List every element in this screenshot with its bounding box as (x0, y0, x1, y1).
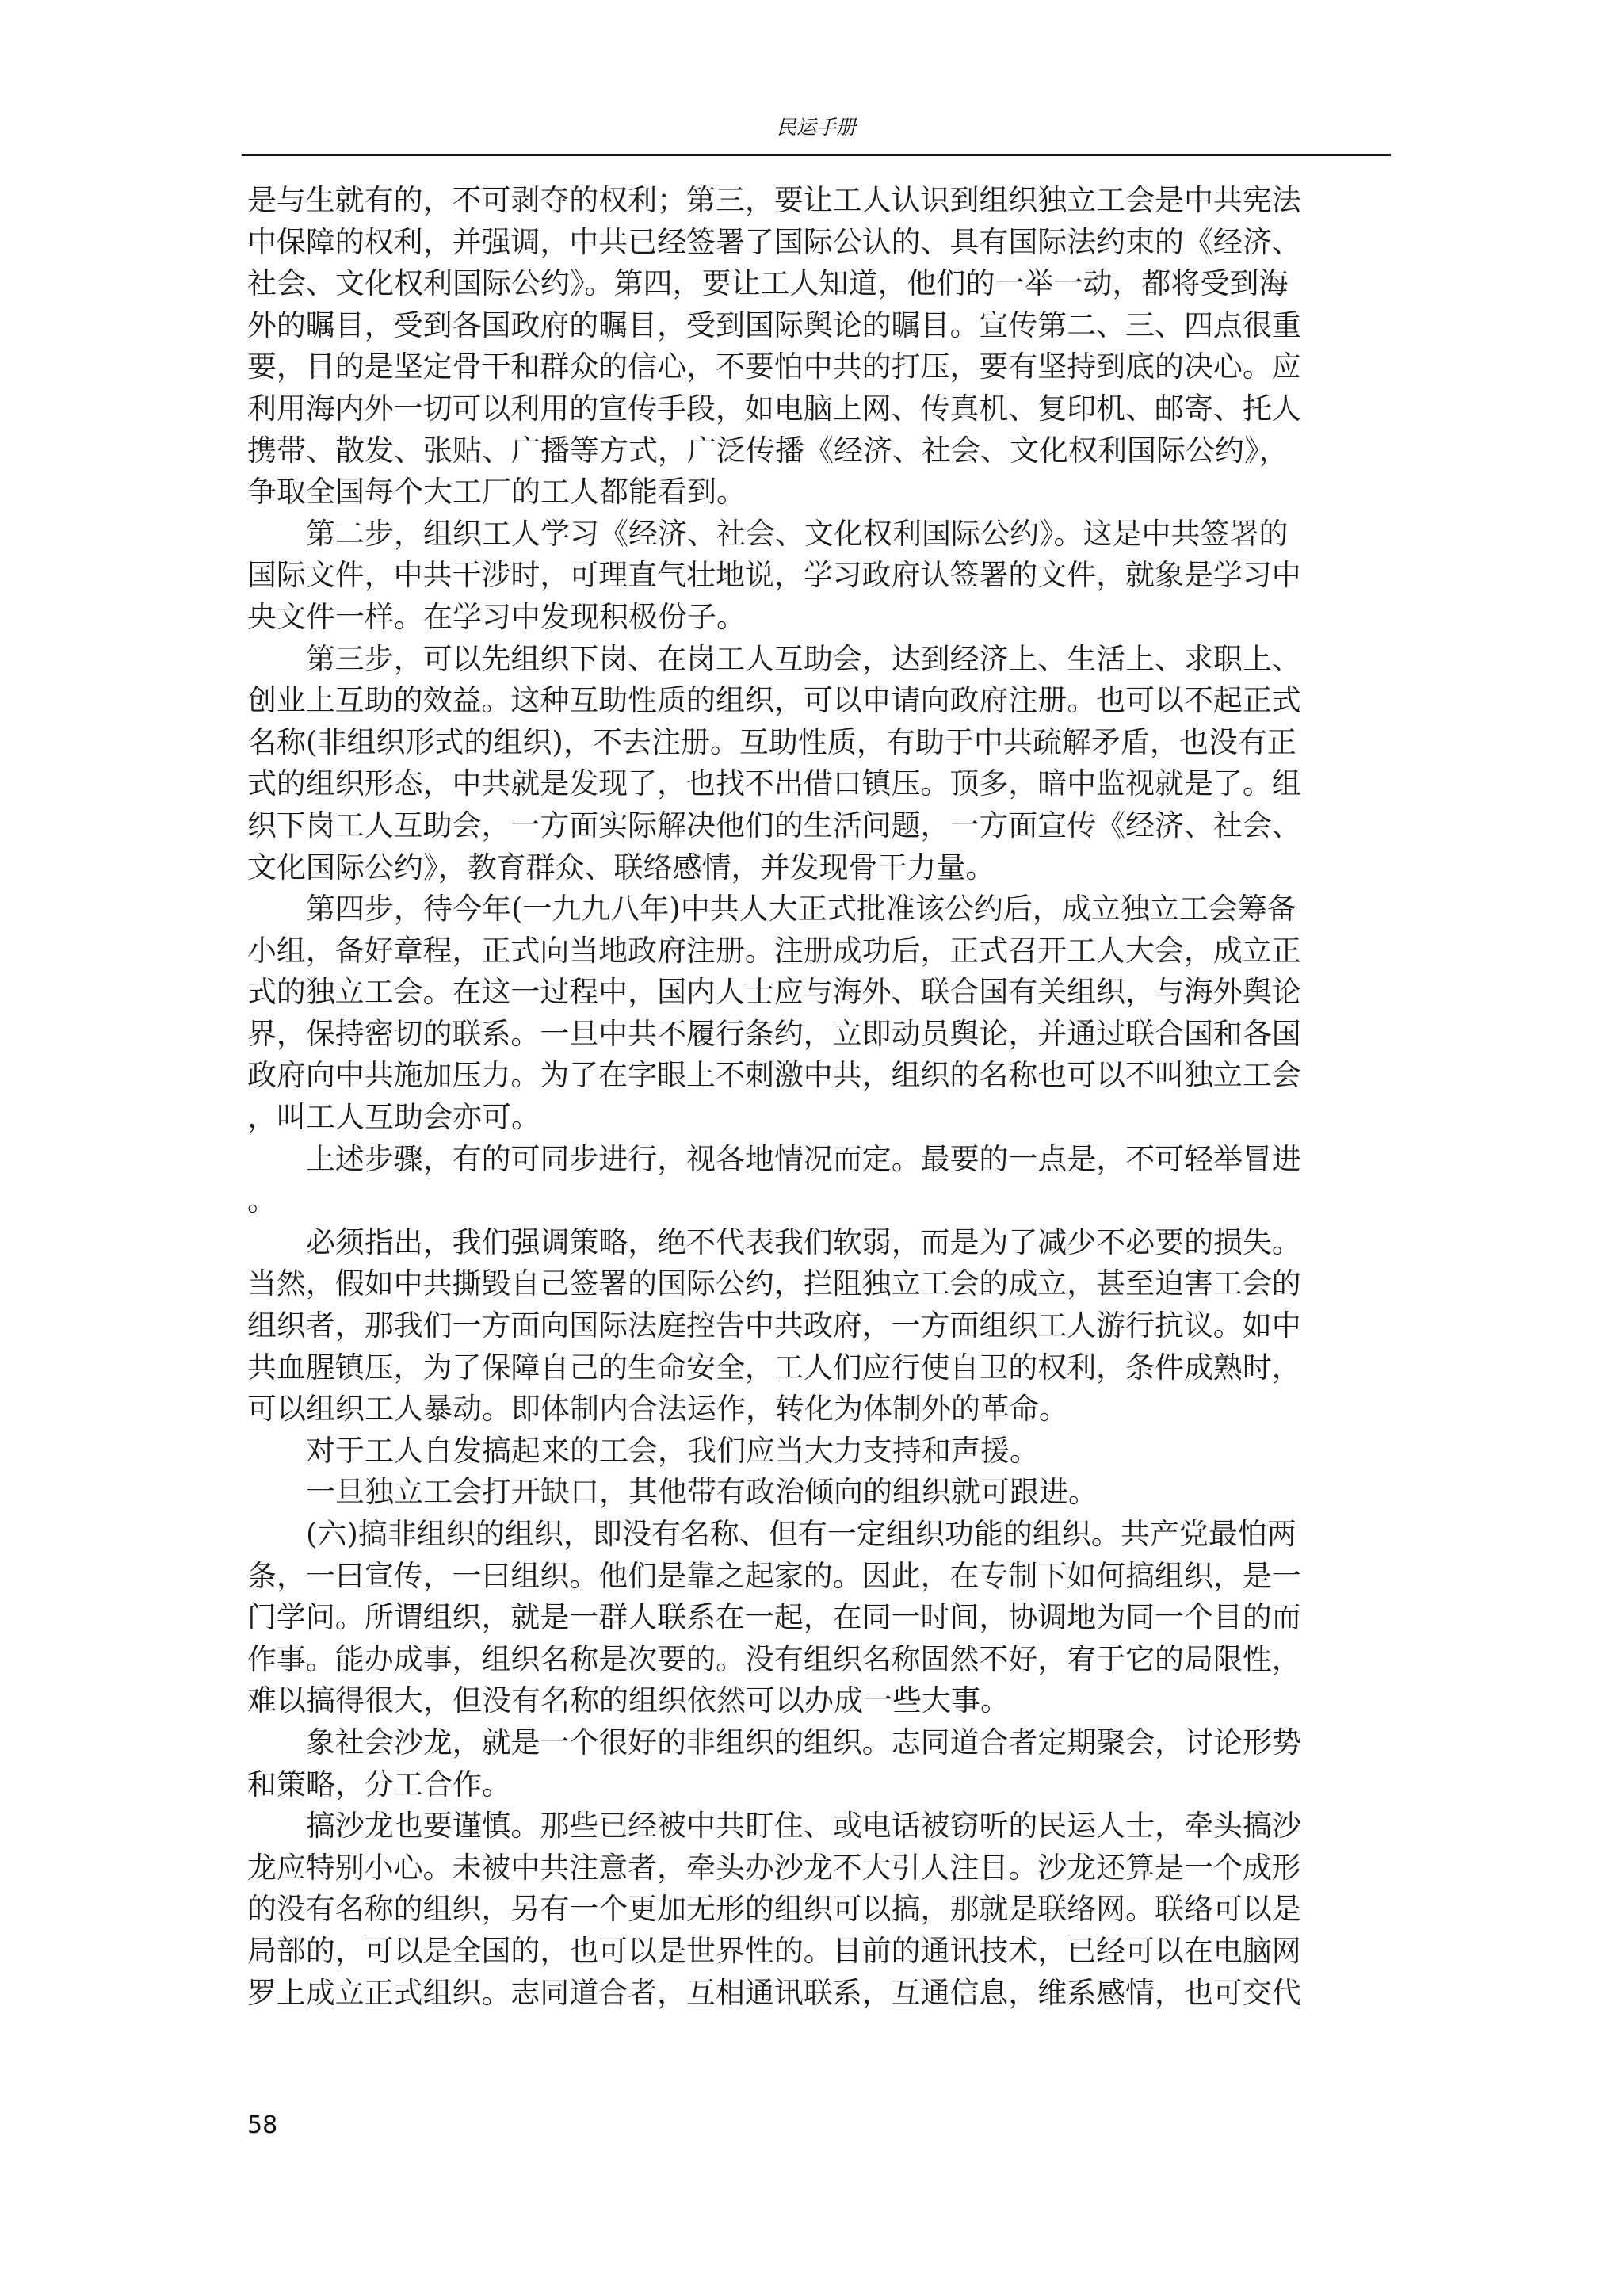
header-divider (242, 154, 1391, 156)
text-line: 作事。能办成事，组织名称是次要的。没有组织名称固然不好，宥于它的局限性， (247, 1641, 1301, 1676)
text-line: ，叫工人互助会亦可。 (247, 1100, 540, 1135)
text-line: 中保障的权利，并强调，中共已经签署了国际公认的、具有国际法约束的《经济、 (247, 224, 1301, 259)
page-number: 58 (247, 2111, 278, 2139)
running-header-title: 民运手册 (776, 116, 856, 139)
text-line: 界，保持密切的联系。一旦中共不履行条约，立即动员舆论，并通过联合国和各国 (247, 1016, 1301, 1051)
text-line: 当然，假如中共撕毁自己签署的国际公约，拦阻独立工会的成立，甚至迫害工会的 (247, 1266, 1301, 1301)
text-line: 的没有名称的组织，另有一个更加无形的组织可以搞，那就是联络网。联络可以是 (247, 1892, 1301, 1927)
text-line: 共血腥镇压，为了保障自己的生命安全，工人们应行使自卫的权利，条件成熟时， (247, 1350, 1301, 1385)
text-line: 第二步，组织工人学习《经济、社会、文化权利国际公约》。这是中共签署的 (306, 516, 1289, 551)
text-line: 象社会沙龙，就是一个很好的非组织的组织。志同道合者定期聚会，讨论形势 (306, 1725, 1301, 1759)
text-line: 罗上成立正式组织。志同道合者，互相通讯联系，互通信息，维系感情，也可交代 (247, 1975, 1301, 2010)
text-line: 争取全国每个大工厂的工人都能看到。 (247, 475, 746, 510)
text-line: 上述步骤，有的可同步进行，视各地情况而定。最要的一点是，不可轻举冒进 (306, 1141, 1301, 1176)
text-line: 创业上互助的效益。这种互助性质的组织，可以申请向政府注册。也可以不起正式 (247, 683, 1301, 718)
text-line: 央文件一样。在学习中发现积极份子。 (247, 599, 746, 634)
text-line: 一旦独立工会打开缺口，其他带有政治倾向的组织就可跟进。 (306, 1475, 1098, 1510)
text-line: 利用海内外一切可以利用的宣传手段，如电脑上网、传真机、复印机、邮寄、托人 (247, 391, 1301, 426)
text-line: 第三步，可以先组织下岗、在岗工人互助会，达到经济上、生活上、求职上、 (306, 641, 1301, 676)
text-line: 对于工人自发搞起来的工会，我们应当大力支持和声援。 (306, 1433, 1039, 1468)
text-line: 搞沙龙也要谨慎。那些已经被中共盯住、或电话被窃听的民运人士，牵头搞沙 (306, 1809, 1301, 1843)
document-body (247, 180, 1301, 2014)
text-line: (六)搞非组织的组织，即没有名称、但有一定组织功能的组织。共产党最怕两 (306, 1517, 1296, 1551)
text-line: 难以搞得很大，但没有名称的组织依然可以办成一些大事。 (247, 1683, 1010, 1718)
text-line: 文化国际公约》，教育群众、联络感情，并发现骨干力量。 (247, 850, 995, 884)
text-line: 第四步，待今年(一九九八年)中共人大正式批准该公约后，成立独立工会筹备 (306, 892, 1296, 926)
page-header (242, 0, 1391, 155)
text-line: 式的独立工会。在这一过程中，国内人士应与海外、联合国有关组织，与海外舆论 (247, 975, 1301, 1010)
text-line: 条，一曰宣传，一曰组织。他们是靠之起家的。因此，在专制下如何搞组织，是一 (247, 1558, 1301, 1593)
text-line: 国际文件，中共干涉时，可理直气壮地说，学习政府认签署的文件，就象是学习中 (247, 558, 1301, 593)
text-line: 必须指出，我们强调策略，绝不代表我们软弱，而是为了减少不必要的损失。 (306, 1224, 1301, 1259)
text-line: 龙应特别小心。未被中共注意者，牵头办沙龙不大引人注目。沙龙还算是一个成形 (247, 1850, 1301, 1885)
text-line: 小组，备好章程，正式向当地政府注册。注册成功后，正式召开工人大会，成立正 (247, 933, 1301, 968)
text-line: 。 (247, 1183, 277, 1218)
text-line: 携带、散发、张贴、广播等方式，广泛传播《经济、社会、文化权利国际公约》， (247, 433, 1289, 468)
text-line: 要，目的是坚定骨干和群众的信心，不要怕中共的打压，要有坚持到底的决心。应 (247, 350, 1301, 384)
text-line: 是与生就有的，不可剥夺的权利；第三，要让工人认识到组织独立工会是中共宪法 (247, 183, 1301, 217)
text-line: 门学问。所谓组织，就是一群人联系在一起，在同一时间，协调地为同一个目的而 (247, 1600, 1301, 1635)
text-line: 名称(非组织形式的组织)，不去注册。互助性质，有助于中共疏解矛盾，也没有正 (247, 724, 1296, 759)
text-line: 和策略，分工合作。 (247, 1767, 511, 1801)
text-line: 政府向中共施加压力。为了在字眼上不刺激中共，组织的名称也可以不叫独立工会 (247, 1058, 1301, 1093)
text-line: 式的组织形态，中共就是发现了，也找不出借口镇压。顶多，暗中监视就是了。组 (247, 766, 1301, 801)
text-line: 组织者，那我们一方面向国际法庭控告中共政府，一方面组织工人游行抗议。如中 (247, 1308, 1301, 1343)
text-line: 社会、文化权利国际公约》。第四，要让工人知道，他们的一举一动，都将受到海 (247, 266, 1289, 301)
text-line: 可以组织工人暴动。即体制内合法运作，转化为体制外的革命。 (247, 1392, 1068, 1427)
text-line: 外的瞩目，受到各国政府的瞩目，受到国际舆论的瞩目。宣传第二、三、四点很重 (247, 308, 1301, 342)
text-line: 织下岗工人互助会，一方面实际解决他们的生活问题，一方面宣传《经济、社会、 (247, 808, 1301, 842)
text-line: 局部的，可以是全国的，也可以是世界性的。目前的通讯技术，已经可以在电脑网 (247, 1933, 1301, 1968)
